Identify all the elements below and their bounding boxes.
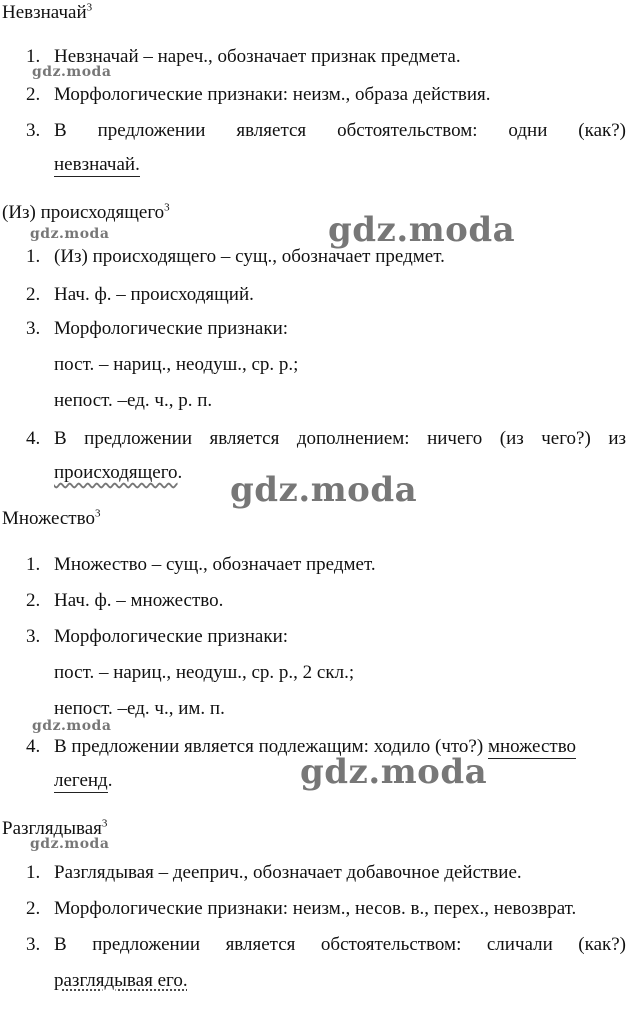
underlined-word: разглядывая его. <box>54 970 188 991</box>
heading-superscript: 3 <box>164 201 170 214</box>
watermark-logo: gdz.moda <box>230 470 418 510</box>
heading-superscript: 3 <box>86 1 93 14</box>
watermark-logo: gdz.moda <box>300 752 488 792</box>
watermark-logo: gdz.moda <box>30 226 110 242</box>
list-item-text: Морфологические признаки: <box>54 626 289 647</box>
heading-superscript: 3 <box>94 507 101 520</box>
list-item-text: Нач. ф. – множество. <box>54 590 224 611</box>
list-item-text: Морфологические признаки: неизм., несов. в., перех., невозврат. <box>54 898 577 919</box>
heading-superscript: 3 <box>101 817 108 830</box>
list-item-text: Множество – сущ., обозначает предмет. <box>54 554 376 575</box>
heading-text: Множество <box>2 508 95 529</box>
heading-text: Разглядывая <box>2 818 102 839</box>
list-number: 1. <box>26 246 41 267</box>
list-number: 3. <box>26 934 41 955</box>
watermark-logo: gdz.moda <box>32 64 112 80</box>
list-item-text: Морфологические признаки: неизм., образа действия. <box>54 84 491 105</box>
list-item-text: Нач. ф. – происходящий. <box>54 284 254 305</box>
list-number: 2. <box>26 898 41 919</box>
list-item-text: Разглядывая – дееприч., обозначает добавочное действие. <box>54 862 522 883</box>
list-item-text: (Из) происходящего – сущ., обозначает предмет. <box>54 246 445 267</box>
list-item-text: В предложении является обстоятельством: одни (как?) <box>54 120 626 141</box>
list-number: 2. <box>26 590 41 611</box>
list-item-text: В предложении является обстоятельством: сличали (как?) <box>54 934 626 955</box>
list-number: 4. <box>26 736 41 757</box>
list-number: 1. <box>26 46 41 67</box>
watermark-logo: gdz.moda <box>32 718 112 734</box>
list-number: 3. <box>26 318 41 339</box>
list-item-subline: непост. –ед. ч., р. п. <box>54 390 213 411</box>
list-item-text: В предложении является дополнением: ничего (из чего?) из <box>54 428 626 449</box>
heading-text: Невзначай <box>2 2 87 23</box>
list-number: 1. <box>26 554 41 575</box>
list-number: 2. <box>26 284 41 305</box>
list-number: 2. <box>26 84 41 105</box>
section-heading-mnozhestvo <box>2 508 100 530</box>
list-item-text: Морфологические признаки: <box>54 318 289 339</box>
watermark-logo: gdz.moda <box>30 836 110 852</box>
list-item-subline: непост. –ед. ч., им. п. <box>54 698 225 719</box>
list-number: 3. <box>26 120 41 141</box>
underlined-word: происходящего <box>54 462 178 483</box>
list-number: 1. <box>26 862 41 883</box>
sentence-text: В предложении является подлежащим: ходило (что?) <box>54 736 488 757</box>
punctuation: . <box>177 462 183 483</box>
list-item-subline: пост. – нариц., неодуш., ср. р., 2 скл.; <box>54 662 355 683</box>
underlined-word: легенд <box>54 770 108 791</box>
watermark-logo: gdz.moda <box>328 210 516 250</box>
section-heading-proiskhodyashchego <box>2 202 170 224</box>
list-item-subline: пост. – нариц., неодуш., ср. р.; <box>54 354 299 375</box>
underlined-word: множество <box>487 736 577 757</box>
section-heading-nevznachai <box>2 2 92 24</box>
heading-text: (Из) происходящего <box>2 202 165 223</box>
punctuation: . <box>107 770 113 791</box>
underlined-word: невзначай. <box>54 154 140 175</box>
list-item-text: Невзначай – нареч., обозначает признак предмета. <box>54 46 461 67</box>
list-number: 4. <box>26 428 41 449</box>
list-number: 3. <box>26 626 41 647</box>
